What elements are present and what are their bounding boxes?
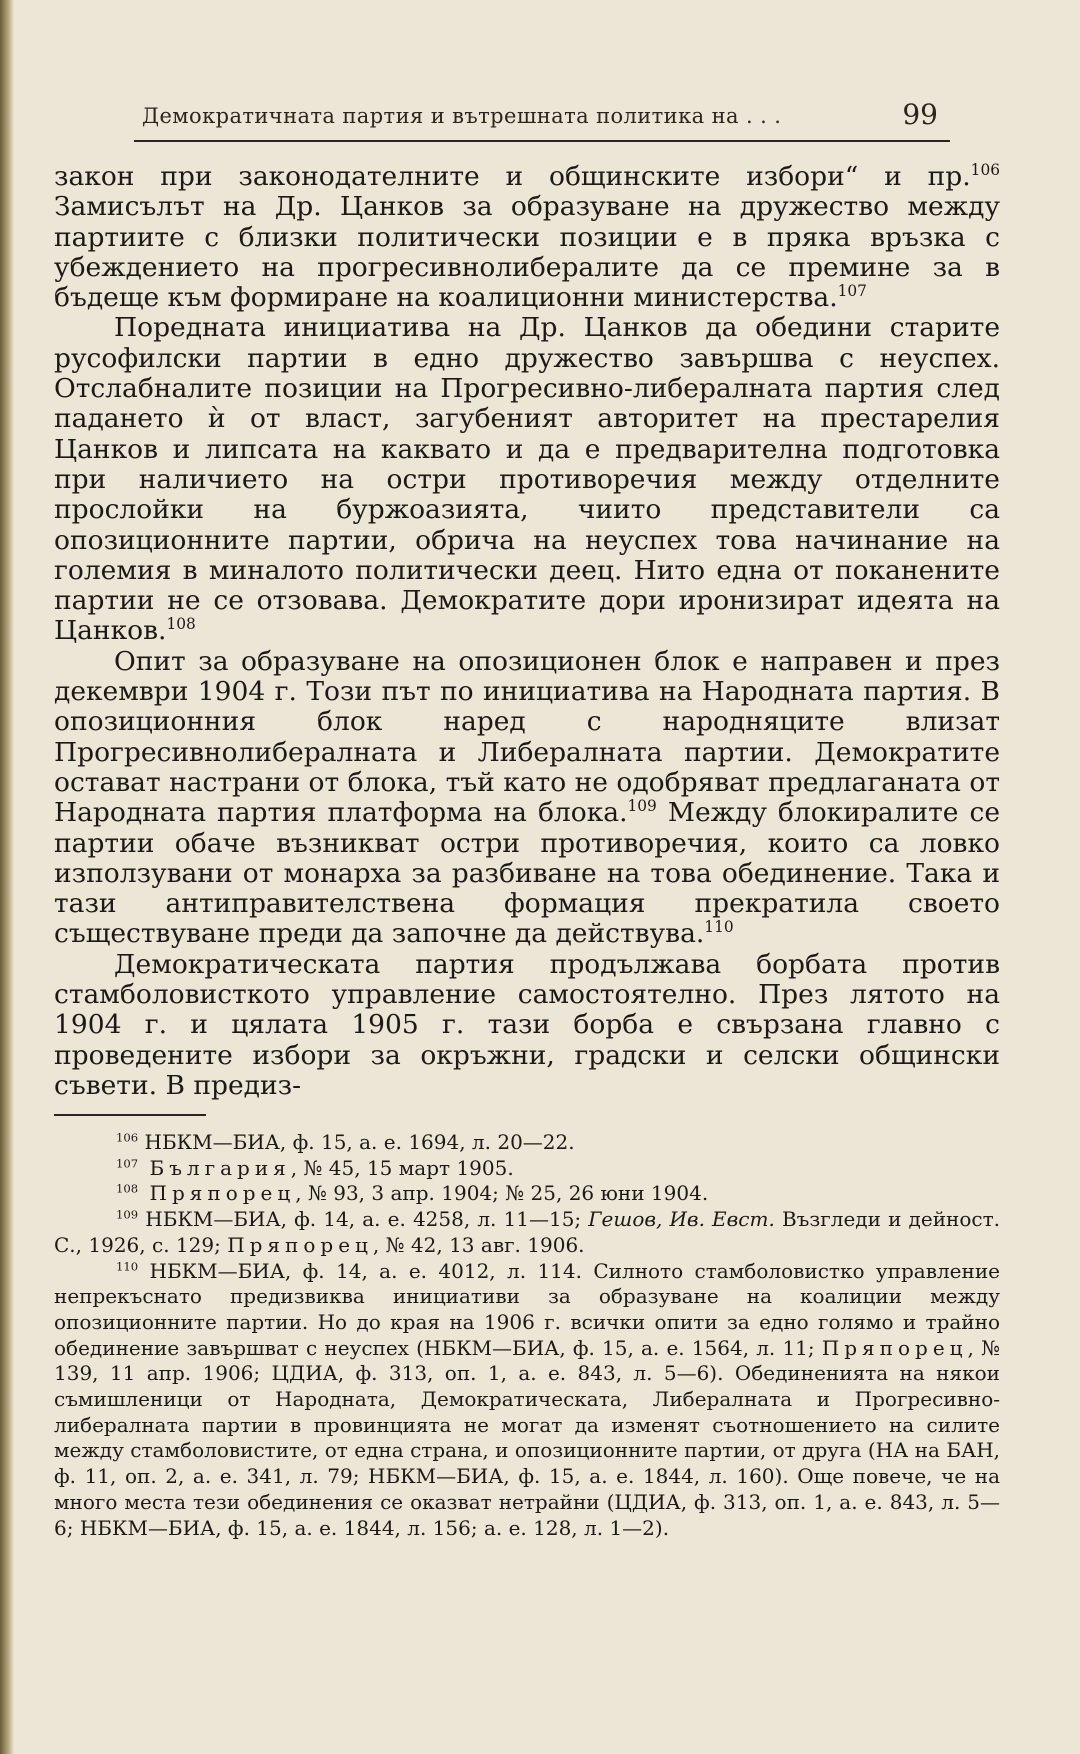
footnote-ref-110: 110 [704, 918, 734, 937]
footnote-ref-109: 109 [627, 797, 657, 816]
paragraph-4: Демократическата партия продължава борбата против стамболовисткото управление самостоятелно. През лятото на 1904 г. и цялата 1905 г. тази борба е свързана главно с проведените избори за окръжни, градски и селски общински съвети. В предиз- [54, 948, 1000, 1101]
footnote-106: $^{106}$ НБКМ—БИА, ф. 15, а. е. 1694, л. 20—22. [116, 1130, 575, 1154]
footnote-109: $^{109}$ НБКМ—БИА, ф. 14, а. е. 4258, л. 11—15; Гешов, Ив. Евст. Възгледи и дейност. С., 1926, с. 129; Пряпорец, № 42, 13 авг. 1906. [54, 1207, 1001, 1257]
footnote-ref-107: 107 [837, 282, 867, 301]
main-text [54, 162, 1000, 1101]
footnote-ref-106: 106 [970, 161, 1000, 180]
footnote-110: $^{110}$ НБКМ—БИА, ф. 14, а. е. 4012, л. 114. Силното стамболовистко управление непрекъснато предизвиква инициативи за образуване на коалиции между опозиционните партии. Но до края на 1906 г. всички опити за едно голямо и трайно обединение завършват с неуспех (НБКМ—БИА, ф. 15, а. е. 1564, л. 11; Пряпорец, № 139, 11 апр. 1906; ЦДИА, ф. 313, оп. 1, а. е. 843, л. 5—6). Обединенията на някои съмишленици от Народната, Демократическата, Либералната и Прогресивно-либералната партии в провинцията не могат да изменят съотношението на силите между стамболовистите, от една страна, и опозиционните партии, от друга (НА на БАН, ф. 11, оп. 2, а. е. 341, л. 79; НБКМ—БИА, ф. 15, а. е. 1844, л. 160). Още повече, че на много места тези обединения се оказват нетрайни (ЦДИА, ф. 313, оп. 1, а. е. 843, л. 5—6; НБКМ—БИА, ф. 15, а. е. 1844, л. 156; а. е. 128, л. 1—2). [54, 1258, 1000, 1540]
footnote-108: $^{108}$ Пряпорец, № 93, 3 апр. 1904; № 25, 26 юни 1904. [116, 1181, 709, 1206]
footnote-rule [54, 1114, 206, 1116]
paragraph-1: закон при законодателните и общинските избори“ и пр.$^{106}$ Замисълът на Др. Цанков за образуване на дружество между партиите с близки политически позиции е в пряка връзка с убеждението на прогресивнолибералите да се премине за в бъдеще към формиране на коалиционни министерства.$^{107}$ [54, 161, 1000, 314]
footnote-107: $^{107}$ България, № 45, 15 март 1905. [116, 1155, 514, 1180]
running-head-title: Демократичната партия и вътрешната политика на . . . [142, 104, 782, 128]
running-head [54, 98, 972, 138]
book-page [54, 0, 1001, 1754]
footnotes [54, 1130, 1000, 1541]
header-rule [134, 140, 950, 142]
footnote-ref-108: 108 [166, 615, 196, 634]
book-spine-shadow [0, 0, 14, 1754]
page-number: 99 [902, 98, 938, 131]
paragraph-2: Поредната инициатива на Др. Цанков да обедини старите русофилски партии в едно дружество завършва с неуспех. Отслабналите позиции на Прогресивно-либералната партия след падането ѝ от власт, загубеният авторитет на престарелия Цанков и липсата на каквато и да е предварителна подготовка при наличието на остри противоречия между отделните прослойки на буржоазията, чиито представители са опозиционните партии, обрича на неуспех това начинание на големия в миналото политически деец. Нито една от поканените партии не се отзовава. Демократите дори иронизират идеята на Цанков.$^{108}$ [54, 312, 1000, 647]
paragraph-3: Опит за образуване на опозиционен блок е направен и през декември 1904 г. Този път по инициатива на Народната партия. В опозиционния блок наред с народняците влизат Прогресивнолибералната и Либералната партии. Демократите остават настрани от блока, тъй като не одобряват предлаганата от Народната партия платформа на блока.$^{109}$ Между блокиралите се партии обаче възникват остри противоречия, които са ловко използувани от монарха за разбиване на това обединение. Така и тази антиправителствена формация прекратила своето съществуване преди да започне да действува.$^{110}$ [54, 645, 1001, 950]
